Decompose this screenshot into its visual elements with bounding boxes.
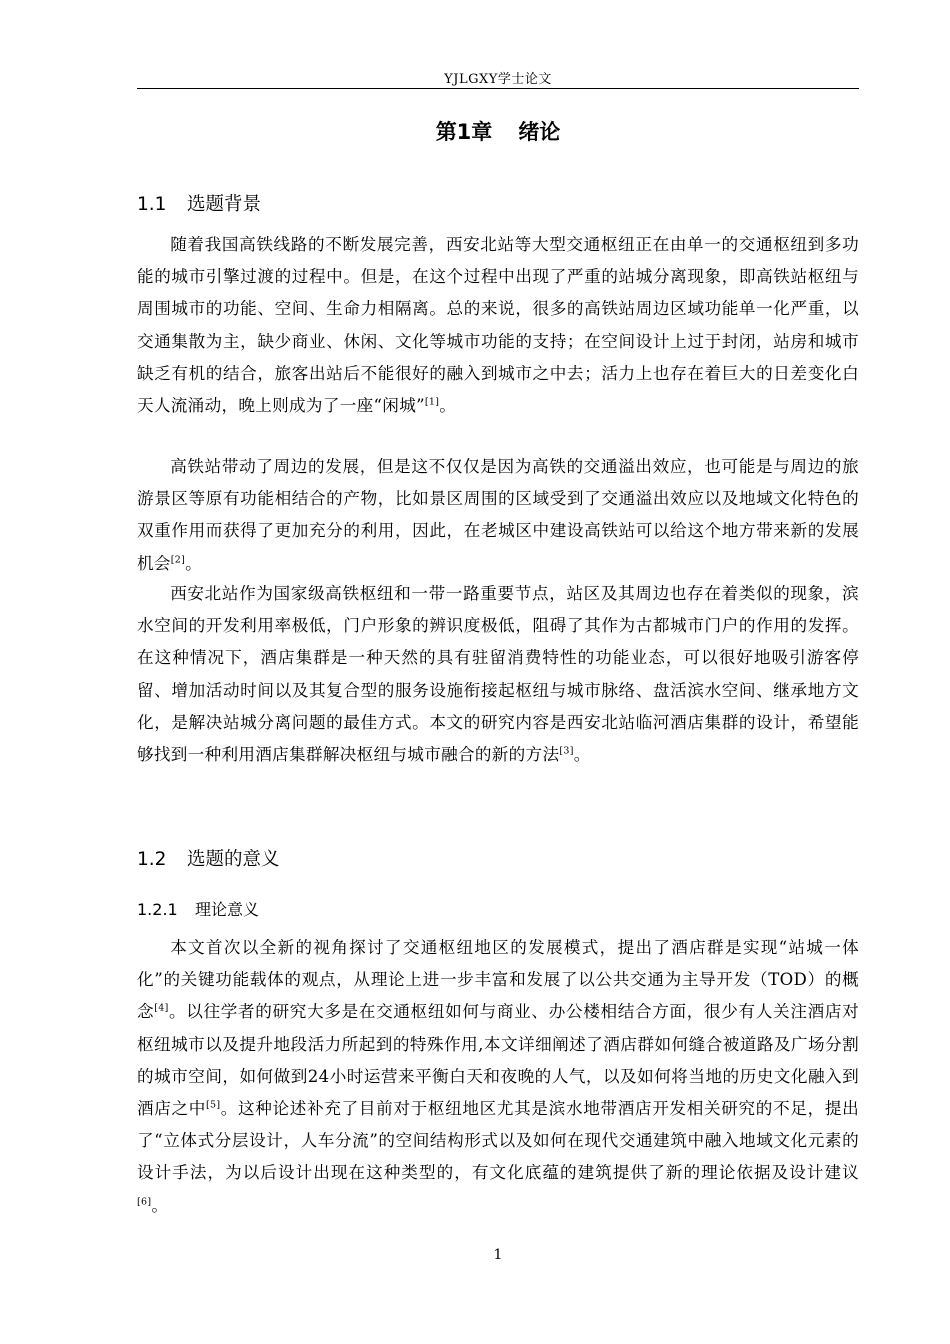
paragraph-background-3 (137, 578, 859, 771)
subsection-title: 理论意义 (195, 900, 260, 919)
section-number: 1.1 (137, 194, 167, 215)
paragraph-text: 。这种论述补充了目前对于枢纽地区尤其是滨水地带酒店开发相关研究的不足，提出了“立体式分层设计，人车分流”的空间结构形式以及如何在现代交通建筑中融入地域文化元素的设计手法，为以后设计出现在这种类型的，有文化底蕴的建筑提供了新的理论依据及设计建议 (137, 1099, 859, 1183)
running-header: YJLGXY学士论文 (444, 72, 552, 87)
paragraph-background-2 (137, 451, 859, 580)
chapter-label: 第1章 (435, 120, 493, 144)
section-title: 选题背景 (187, 194, 262, 215)
citation-ref: [6] (137, 1196, 152, 1208)
citation-ref: [2] (170, 554, 186, 566)
header-rule (137, 88, 859, 89)
section-heading-1-1 (137, 190, 859, 216)
paragraph-tail: 。 (151, 1195, 169, 1215)
citation-ref: [5] (206, 1099, 221, 1111)
section-title: 选题的意义 (187, 849, 280, 870)
paragraph-theory (137, 932, 859, 1222)
subsection-number: 1.2.1 (137, 900, 178, 919)
chapter-name: 绪论 (518, 120, 561, 144)
section-number: 1.2 (137, 849, 167, 870)
paragraph-tail: 。 (439, 396, 457, 416)
section-heading-1-2 (137, 845, 859, 871)
paragraph-background-1 (137, 229, 859, 422)
chapter-title (137, 116, 859, 146)
citation-ref: [3] (559, 745, 574, 757)
paragraph-text: 高铁站带动了周边的发展，但是这不仅仅是因为高铁的交通溢出效应，也可能是与周边的旅游景区等原有功能相结合的产物，比如景区周围的区域受到了交通溢出效应以及地域文化特色的双重作用而获得了更加充分的利用，因此，在老城区中建设高铁站可以给这个地方带来新的发展机会 (137, 457, 859, 573)
paragraph-tail: 。 (185, 553, 203, 573)
page-number: 1 (493, 1247, 503, 1263)
paragraph-text: 随着我国高铁线路的不断发展完善，西安北站等大型交通枢纽正在由单一的交通枢纽到多功能的城市引擎过渡的过程中。但是，在这个过程中出现了严重的站城分离现象，即高铁站枢纽与周围城市的功能、空间、生命力相隔离。总的来说，很多的高铁站周边区域功能单一化严重，以交通集散为主，缺少商业、休闲、文化等城市功能的支持；在空间设计上过于封闭，站房和城市缺乏有机的结合，旅客出站后不能很好的融入到城市之中去；活力上也存在着巨大的日差变化白天人流涌动，晚上则成为了一座“闲城” (137, 235, 859, 416)
citation-ref: [1] (424, 396, 440, 408)
paragraph-text: 本文首次以全新的视角探讨了交通枢纽地区的发展模式，提出了酒店群是实现“站城一体化”的关键功能载体的观点，从理论上进一步丰富和发展了以公共交通为主导开发（TOD）的概念 (137, 938, 859, 1022)
subsection-heading-1-2-1 (137, 897, 859, 920)
citation-ref: [4] (154, 1002, 169, 1014)
paragraph-text: 西安北站作为国家级高铁枢纽和一带一路重要节点，站区及其周边也存在着类似的现象，滨水空间的开发利用率极低，门户形象的辨识度极低，阻碍了其作为古都城市门户的作用的发挥。在这种情况下，酒店集群是一种天然的具有驻留消费特性的功能业态，可以很好地吸引游客停留、增加活动时间以及其复合型的服务设施衔接起枢纽与城市脉络、盘活滨水空间、继承地方文化，是解决站城分离问题的最佳方式。本文的研究内容是西安北站临河酒店集群的设计，希望能够找到一种利用酒店集群解决枢纽与城市融合的新的方法 (137, 584, 859, 765)
paragraph-tail: 。 (573, 745, 591, 765)
paragraph-text: 。以往学者的研究大多是在交通枢纽如何与商业、办公楼相结合方面，很少有人关注酒店对枢纽城市以及提升地段活力所起到的特殊作用,本文详细阐述了酒店群如何缝合被道路及广场分割的城市空间，如何做到24小时运营来平衡白天和夜晚的人气，以及如何将当地的历史文化融入到酒店之中 (137, 1002, 859, 1119)
